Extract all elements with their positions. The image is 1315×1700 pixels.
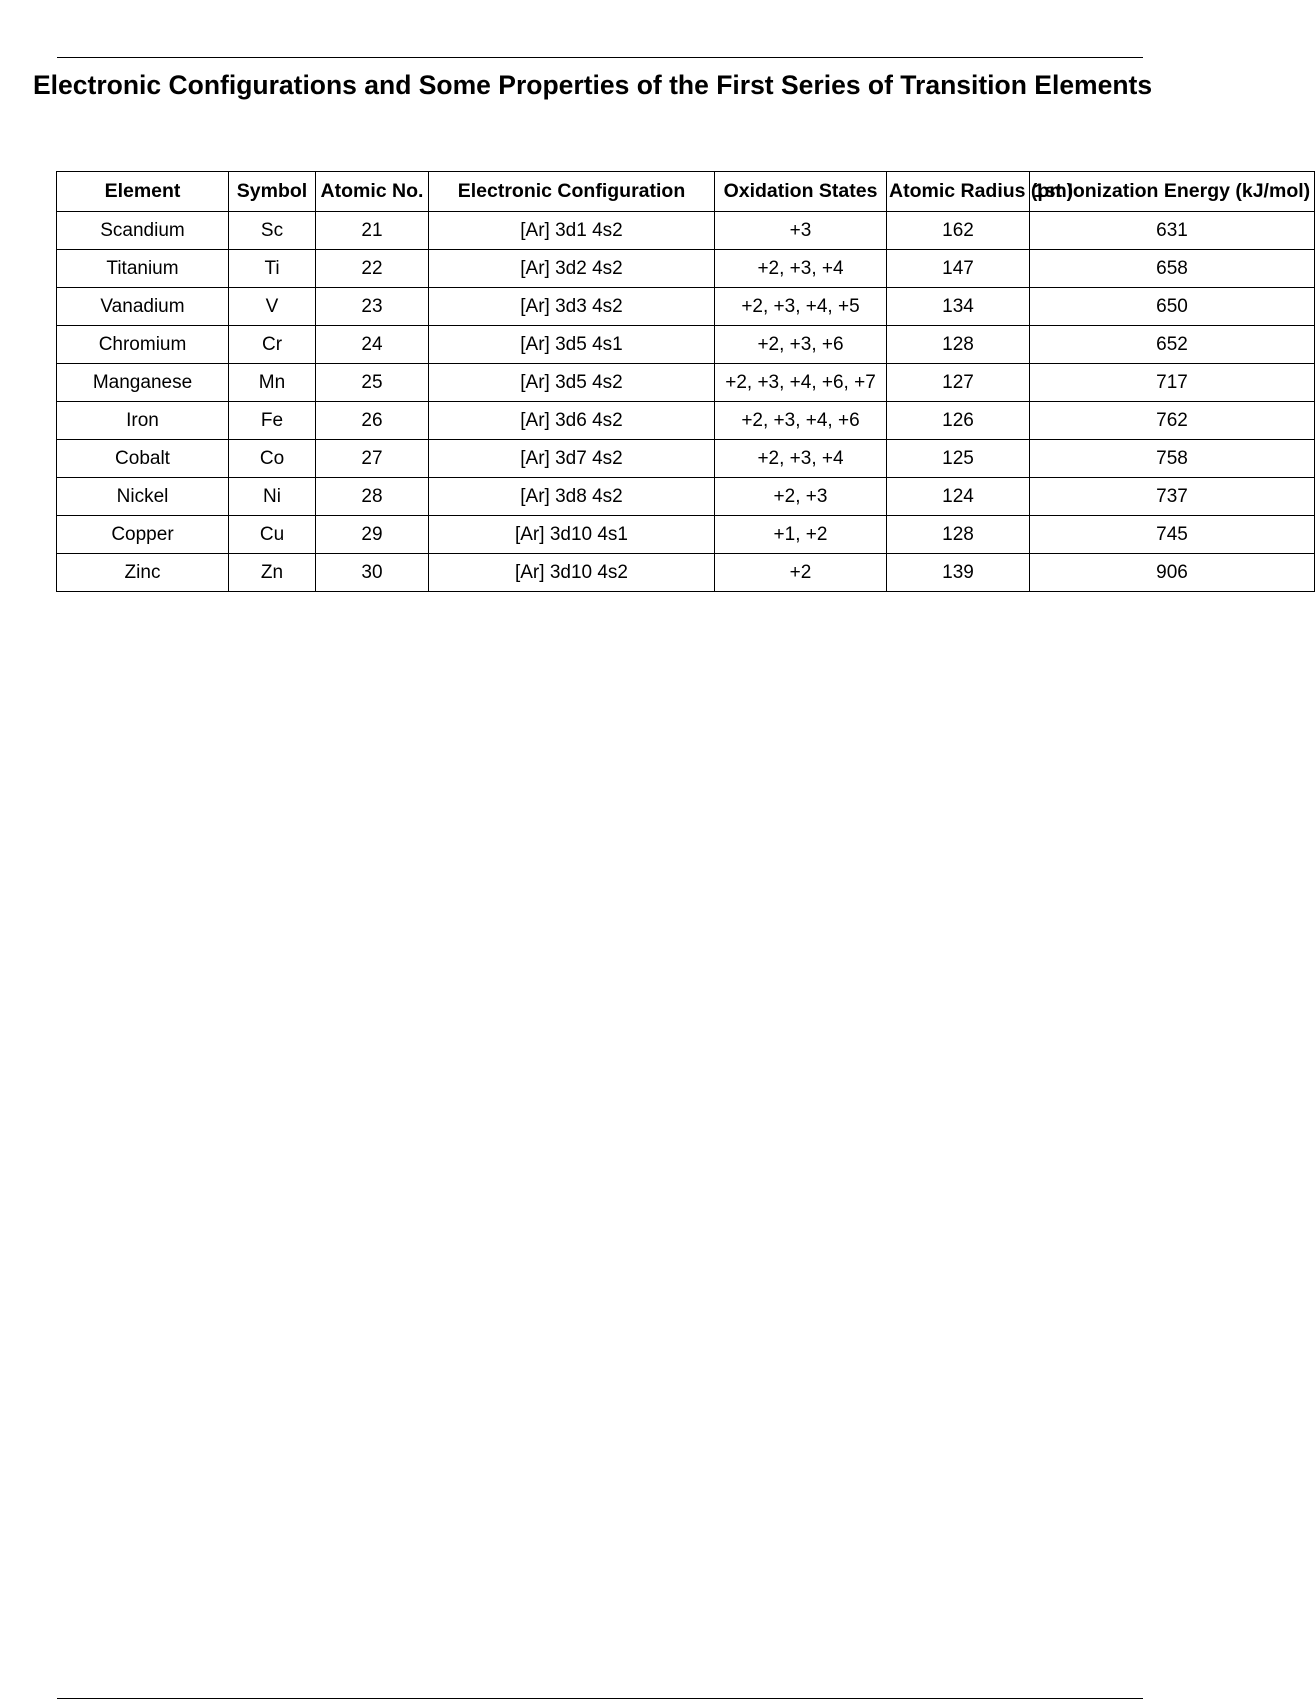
ionization-energy-cell: 745	[1030, 516, 1315, 554]
oxidation-states-cell: +2	[715, 554, 887, 592]
page-title: Electronic Configurations and Some Properties of the First Series of Transition Elements	[33, 70, 1153, 100]
atomic-number-cell: 22	[316, 250, 429, 288]
atomic-number-cell: 25	[316, 364, 429, 402]
ionization-energy-cell: 658	[1030, 250, 1315, 288]
atomic-radius-cell: 124	[887, 478, 1030, 516]
oxidation-states-cell: +2, +3, +4	[715, 440, 887, 478]
symbol-cell: Co	[229, 440, 316, 478]
element-name-cell: Chromium	[57, 326, 229, 364]
table-row	[57, 478, 1315, 516]
configuration-cell: [Ar] 3d3 4s2	[429, 288, 715, 326]
atomic-number-cell: 24	[316, 326, 429, 364]
symbol-cell: Sc	[229, 212, 316, 250]
symbol-cell: Cu	[229, 516, 316, 554]
atomic-radius-cell: 162	[887, 212, 1030, 250]
ionization-energy-cell: 652	[1030, 326, 1315, 364]
table-row	[57, 440, 1315, 478]
symbol-cell: Ni	[229, 478, 316, 516]
symbol-cell: Cr	[229, 326, 316, 364]
atomic-radius-cell: 126	[887, 402, 1030, 440]
ionization-energy-cell: 758	[1030, 440, 1315, 478]
column-header: 1st Ionization Energy (kJ/mol)	[1030, 172, 1315, 212]
symbol-cell: Fe	[229, 402, 316, 440]
table-container	[56, 171, 1311, 615]
table-row	[57, 554, 1315, 592]
configuration-cell: [Ar] 3d7 4s2	[429, 440, 715, 478]
oxidation-states-cell: +2, +3, +4	[715, 250, 887, 288]
atomic-number-cell: 28	[316, 478, 429, 516]
oxidation-states-cell: +3	[715, 212, 887, 250]
oxidation-states-cell: +2, +3	[715, 478, 887, 516]
atomic-radius-cell: 134	[887, 288, 1030, 326]
column-header: Symbol	[229, 172, 316, 212]
column-header: Element	[57, 172, 229, 212]
table-header-row	[57, 172, 1315, 212]
configuration-cell: [Ar] 3d2 4s2	[429, 250, 715, 288]
atomic-number-cell: 23	[316, 288, 429, 326]
table-row	[57, 250, 1315, 288]
element-name-cell: Copper	[57, 516, 229, 554]
configuration-cell: [Ar] 3d10 4s1	[429, 516, 715, 554]
oxidation-states-cell: +2, +3, +4, +6	[715, 402, 887, 440]
atomic-radius-cell: 139	[887, 554, 1030, 592]
element-name-cell: Iron	[57, 402, 229, 440]
symbol-cell: Ti	[229, 250, 316, 288]
table-row	[57, 516, 1315, 554]
oxidation-states-cell: +2, +3, +4, +6, +7	[715, 364, 887, 402]
table-row	[57, 212, 1315, 250]
table-row	[57, 402, 1315, 440]
symbol-cell: V	[229, 288, 316, 326]
symbol-cell: Zn	[229, 554, 316, 592]
ionization-energy-cell: 737	[1030, 478, 1315, 516]
atomic-radius-cell: 127	[887, 364, 1030, 402]
ionization-energy-cell: 717	[1030, 364, 1315, 402]
top-rule	[57, 57, 1143, 58]
atomic-number-cell: 21	[316, 212, 429, 250]
configuration-cell: [Ar] 3d5 4s2	[429, 364, 715, 402]
table-row	[57, 326, 1315, 364]
configuration-cell: [Ar] 3d10 4s2	[429, 554, 715, 592]
table-body	[57, 212, 1315, 592]
atomic-radius-cell: 125	[887, 440, 1030, 478]
oxidation-states-cell: +2, +3, +6	[715, 326, 887, 364]
element-name-cell: Vanadium	[57, 288, 229, 326]
element-name-cell: Manganese	[57, 364, 229, 402]
table-row	[57, 364, 1315, 402]
bottom-rule	[57, 1698, 1143, 1699]
ionization-energy-cell: 906	[1030, 554, 1315, 592]
symbol-cell: Mn	[229, 364, 316, 402]
ionization-energy-cell: 631	[1030, 212, 1315, 250]
column-header: Atomic Radius (pm)	[887, 172, 1030, 212]
atomic-radius-cell: 128	[887, 326, 1030, 364]
atomic-number-cell: 26	[316, 402, 429, 440]
element-name-cell: Cobalt	[57, 440, 229, 478]
element-name-cell: Zinc	[57, 554, 229, 592]
ionization-energy-cell: 650	[1030, 288, 1315, 326]
table-row	[57, 288, 1315, 326]
configuration-cell: [Ar] 3d6 4s2	[429, 402, 715, 440]
configuration-cell: [Ar] 3d1 4s2	[429, 212, 715, 250]
column-header: Electronic Configuration	[429, 172, 715, 212]
oxidation-states-cell: +1, +2	[715, 516, 887, 554]
element-name-cell: Scandium	[57, 212, 229, 250]
column-header: Atomic No.	[316, 172, 429, 212]
atomic-radius-cell: 147	[887, 250, 1030, 288]
configuration-cell: [Ar] 3d8 4s2	[429, 478, 715, 516]
column-header: Oxidation States	[715, 172, 887, 212]
element-name-cell: Titanium	[57, 250, 229, 288]
oxidation-states-cell: +2, +3, +4, +5	[715, 288, 887, 326]
configuration-cell: [Ar] 3d5 4s1	[429, 326, 715, 364]
atomic-number-cell: 30	[316, 554, 429, 592]
properties-table	[56, 171, 1315, 592]
atomic-radius-cell: 128	[887, 516, 1030, 554]
element-name-cell: Nickel	[57, 478, 229, 516]
atomic-number-cell: 27	[316, 440, 429, 478]
ionization-energy-cell: 762	[1030, 402, 1315, 440]
atomic-number-cell: 29	[316, 516, 429, 554]
